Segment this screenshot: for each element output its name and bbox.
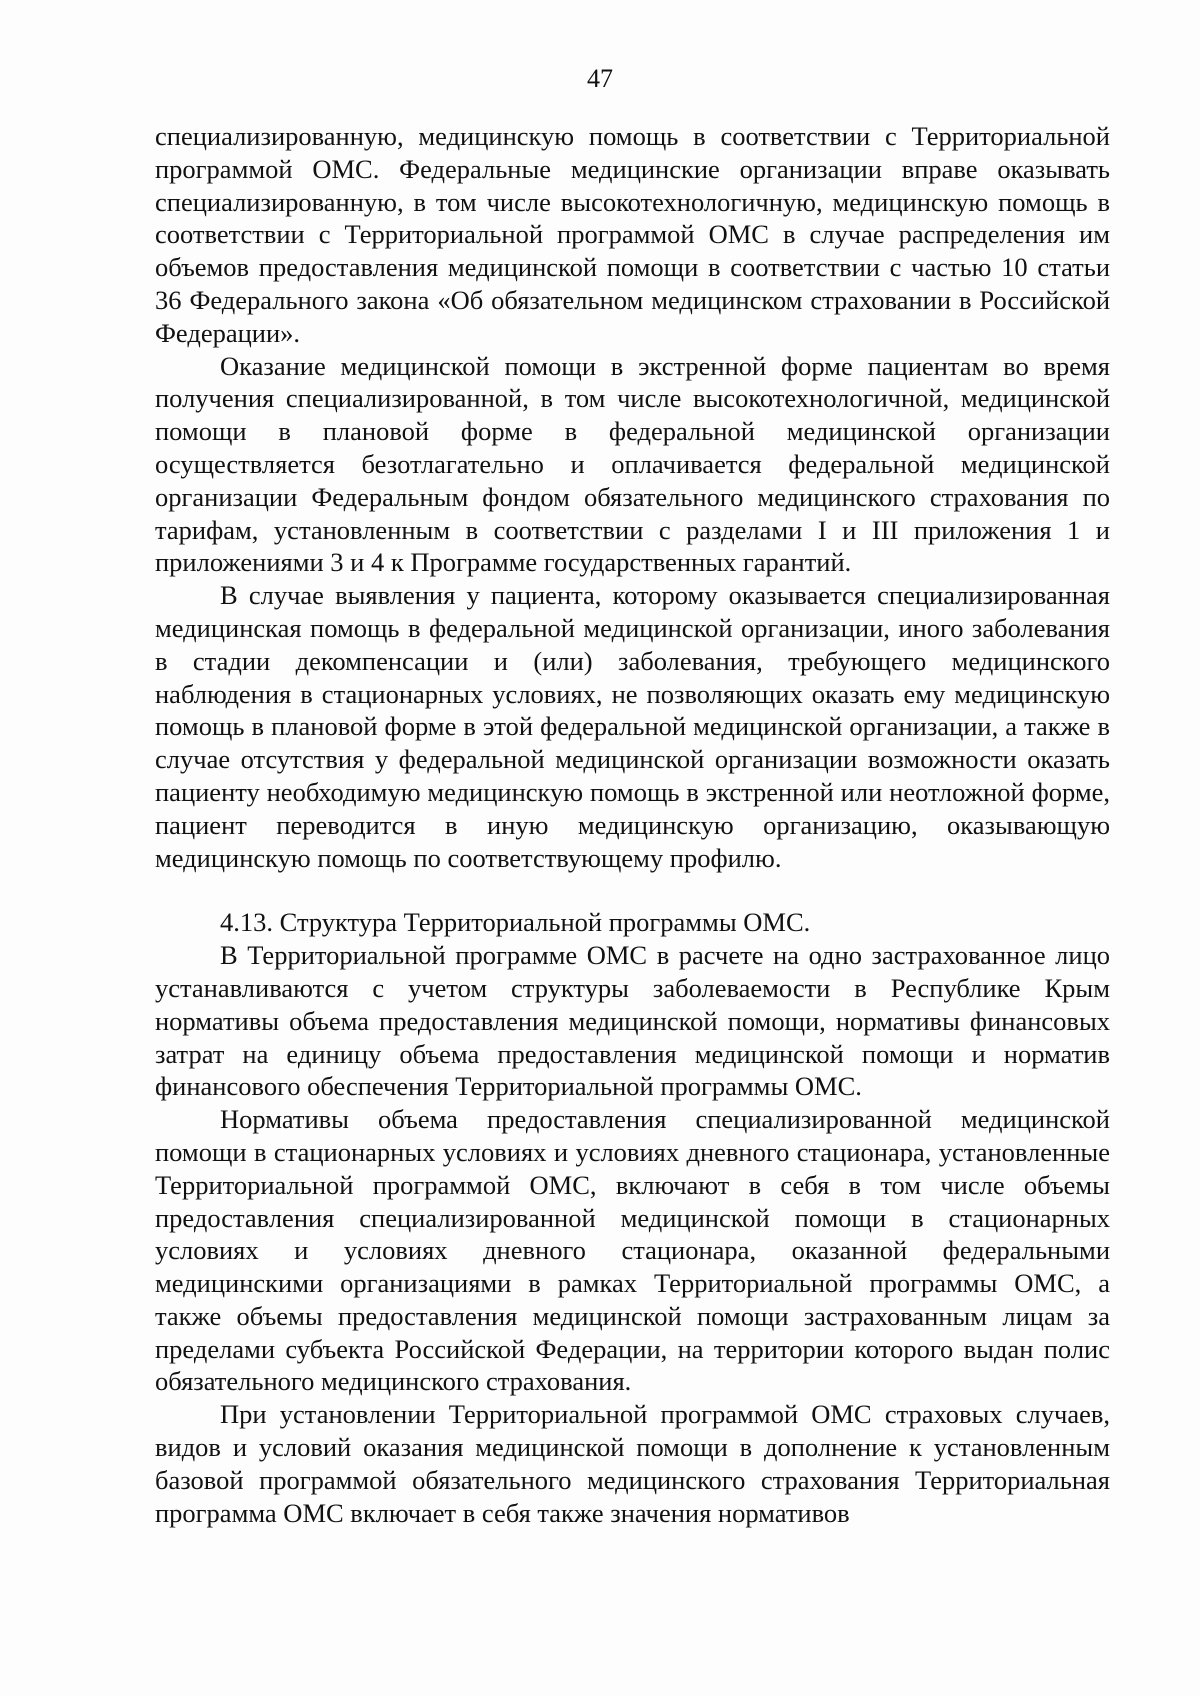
paragraph-continuation: специализированную, медицинскую помощь в соответствии с Территориальной программой ОМС. Федеральные медицинские организации вправе оказывать специализированную, в том числе высокотехнологичную, медицинскую помощь в соответствии с Территориальной программой ОМС в случае распределения им объемов предоставления медицинской помощи в соответствии с частью 10 статьи 36 Федерального закона «Об обязательном медицинском страховании в Российской Федерации». [155,121,1110,348]
section-gap [155,874,1110,906]
paragraph-patient-transfer: В случае выявления у пациента, которому оказывается специализированная медицинская помощь в федеральной медицинской организации, иного заболевания в стадии декомпенсации и (или) заболевания, требующего медицинского наблюдения в стационарных условиях, не позволяющих оказать ему медицинскую помощь в плановой форме в этой федеральной медицинской организации, а также в случае отсутствия у федеральной медицинской организации возможности оказать пациенту необходимую медицинскую помощь в экстренной или неотложной форме, пациент переводится в иную медицинскую организацию, оказывающую медицинскую помощь по соответствующему профилю. [155,580,1110,873]
section-heading: 4.13. Структура Территориальной программы ОМС. [220,907,811,938]
document-body [155,120,1110,1529]
paragraph-normatives: В Территориальной программе ОМС в расчете на одно застрахованное лицо устанавливаются с учетом структуры заболеваемости в Республике Крым нормативы объема предоставления медицинской помощи, нормативы финансовых затрат на единицу объема предоставления медицинской помощи и норматив финансового обеспечения Территориальной программы ОМС. [155,940,1110,1102]
paragraph-emergency-care: Оказание медицинской помощи в экстренной форме пациентам во время получения специализированной, в том числе высокотехнологичной, медицинской помощи в плановой форме в федеральной медицинской организации осуществляется безотлагательно и оплачивается федеральной медицинской организации Федеральным фондом обязательного медицинского страхования по тарифам, установленным в соответствии с разделами I и III приложения 1 и приложениями 3 и 4 к Программе государственных гарантий. [155,350,1110,578]
paragraph-volume-normatives: Нормативы объема предоставления специализированной медицинской помощи в стационарных условиях и условиях дневного стационара, установленные Территориальной программой ОМС, включают в себя в том числе объемы предоставления специализированной медицинской помощи в стационарных условиях и условиях дневного стационара, оказанной федеральными медицинскими организациями в рамках Территориальной программы ОМС, а также объемы предоставления медицинской помощи застрахованным лицам за пределами субъекта Российской Федерации, на территории которого выдан полис обязательного медицинского страхования. [155,1104,1110,1397]
page-number: 47 [587,64,613,93]
paragraph-insurance-cases: При установлении Территориальной программой ОМС страховых случаев, видов и условий оказания медицинской помощи в дополнение к установленным базовой программой обязательного медицинского страхования Территориальная программа ОМС включает в себя также значения нормативов [155,1399,1110,1528]
